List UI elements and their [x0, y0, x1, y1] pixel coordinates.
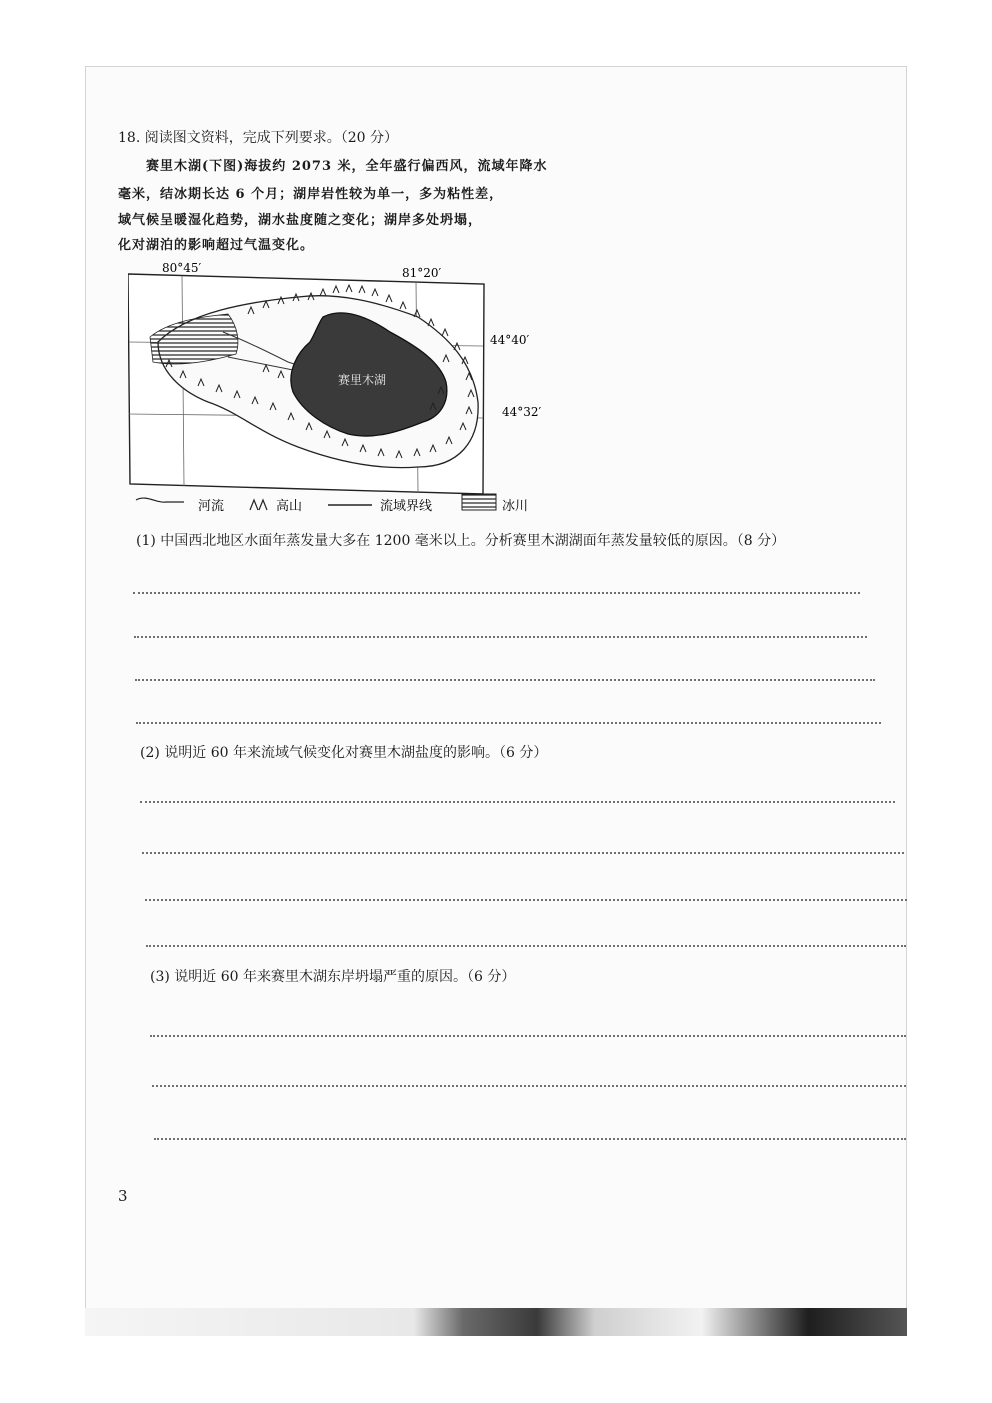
map-legend	[136, 494, 528, 514]
answer-line[interactable]	[133, 592, 860, 594]
lat-label-1: 44°40′	[490, 333, 530, 347]
scan-shadow	[85, 1308, 907, 1336]
legend-glacier: 冰川	[502, 499, 529, 514]
answer-line[interactable]	[135, 679, 875, 681]
answer-line[interactable]	[134, 636, 867, 638]
page-number: 3	[118, 1187, 128, 1205]
lake-label: 赛里木湖	[338, 373, 387, 387]
lon-label-2: 81°20′	[402, 266, 442, 280]
answer-line[interactable]	[150, 1035, 906, 1037]
answer-line[interactable]	[146, 945, 906, 947]
legend-glacier-symbol	[462, 494, 496, 510]
answer-line[interactable]	[142, 852, 904, 854]
exam-paper	[85, 66, 907, 1336]
legend-boundary: 流域界线	[380, 499, 433, 514]
sub-question-3: (3) 说明近 60 年来赛里木湖东岸坍塌严重的原因。（6 分）	[150, 969, 516, 985]
legend-mountain: 高山	[276, 499, 303, 514]
question-heading: 18. 阅读图文资料，完成下列要求。（20 分）	[118, 130, 398, 146]
answer-line[interactable]	[140, 801, 895, 803]
lat-label-2: 44°32′	[502, 405, 542, 419]
legend-mountain-symbol	[250, 500, 267, 510]
legend-river: 河流	[198, 499, 225, 514]
intro-line-1: 赛里木湖(下图)海拔约 2073 米，全年盛行偏西风，流域年降水	[146, 159, 548, 174]
answer-line[interactable]	[154, 1138, 906, 1140]
answer-line[interactable]	[152, 1085, 906, 1087]
answer-line[interactable]	[145, 899, 907, 901]
lon-label-1: 80°45′	[162, 262, 202, 275]
answer-line[interactable]	[136, 722, 881, 724]
intro-line-4: 化对湖泊的影响超过气温变化。	[118, 238, 315, 253]
sub-question-2: (2) 说明近 60 年来流域气候变化对赛里木湖盐度的影响。（6 分）	[140, 745, 548, 761]
intro-line-3: 域气候呈暖湿化趋势，湖水盐度随之变化；湖岸多处坍塌，	[118, 213, 483, 228]
sub-question-1: (1) 中国西北地区水面年蒸发量大多在 1200 毫米以上。分析赛里木湖湖面年蒸发量较低的原因。（8 分）	[136, 533, 786, 549]
lake-map	[128, 262, 558, 522]
intro-line-2: 毫米，结冰期长达 6 个月；湖岸岩性较为单一，多为粘性差，	[118, 187, 504, 202]
